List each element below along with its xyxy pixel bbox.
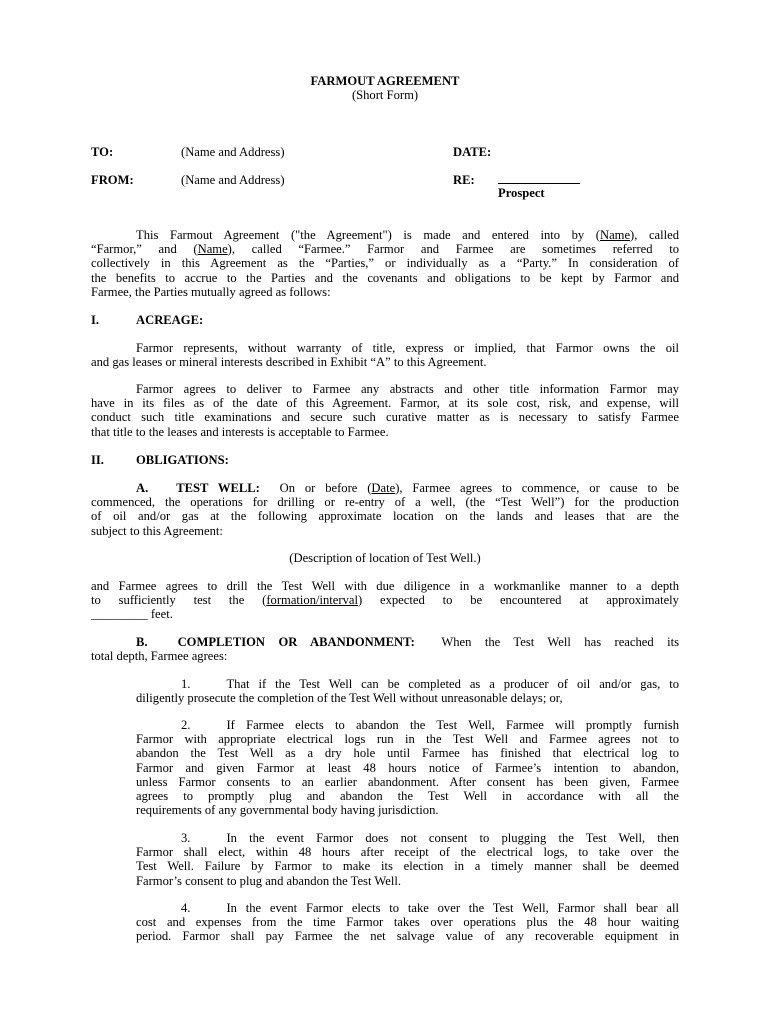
- document-title: FARMOUT AGREEMENT: [310, 74, 460, 88]
- list-item-3: [136, 831, 679, 888]
- farmor-name: Name: [599, 228, 631, 242]
- paragraph-text: and Farmee agrees to drill the Test Well with due diligence in a workmanlike manner to a depth: [91, 579, 679, 593]
- paragraph-text: requirements of any governmental body having jurisdiction.: [136, 803, 439, 818]
- paragraph-text: abandon the Test Well as a dry hole until Farmee has finished that electrical log to: [136, 746, 679, 761]
- intro-text: This Farmout Agreement ("the Agreement") is made and entered into by (: [136, 228, 600, 242]
- paragraph-text: cost and expenses from the time Farmor takes over operations plus the 48 hour waiting: [136, 915, 679, 930]
- paragraph-text: On or before (: [279, 481, 372, 495]
- subsection-b-label: B.: [136, 635, 148, 649]
- paragraph-text: have in its files as of the date of this Agreement. Farmor, at its sole cost, risk, and expense, will: [91, 396, 679, 411]
- acreage-paragraph-1: [91, 341, 679, 369]
- commence-date: Date: [371, 481, 396, 495]
- intro-text: Farmee, the Parties mutually agreed as follows:: [91, 284, 331, 299]
- paragraph-text: commenced, the operations for drilling or re-entry of a well, (the “Test Well”) for the production: [91, 495, 679, 510]
- paragraph-text: period. Farmor shall pay Farmee the net salvage value of any recoverable equipment in: [136, 929, 679, 944]
- paragraph-text: subject to this Agreement:: [91, 523, 223, 538]
- to-label: TO:: [91, 145, 114, 159]
- paragraph-text: In the event Farmor does not consent to plugging the Test Well, then: [226, 831, 679, 845]
- paragraph-text: Farmor with appropriate electrical logs run in the Test Well and Farmee agrees not to: [136, 732, 679, 747]
- section-2-number: II.: [91, 453, 104, 467]
- test-well-paragraph: [91, 481, 679, 538]
- paragraph-text: Farmor shall elect, within 48 hours after receipt of the electrical logs, to take over the: [136, 845, 679, 860]
- list-item-2: [136, 718, 679, 817]
- prospect-label: Prospect: [498, 186, 545, 200]
- from-value: (Name and Address): [181, 173, 285, 187]
- paragraph-text: Farmor agrees to deliver to Farmee any abstracts and other title information Farmor may: [136, 382, 679, 396]
- list-item-4: [136, 901, 679, 944]
- paragraph-text: that title to the leases and interests is acceptable to Farmee.: [91, 424, 389, 439]
- section-1-number: I.: [91, 313, 100, 327]
- section-2-heading: OBLIGATIONS:: [136, 453, 229, 467]
- paragraph-text: In the event Farmor elects to take over the Test Well, Farmor shall bear all: [226, 901, 679, 915]
- to-value: (Name and Address): [181, 145, 285, 159]
- list-item-number: 2.: [181, 718, 191, 732]
- subsection-a-label: A.: [136, 481, 149, 495]
- paragraph-text: ), Farmee agrees to commence, or cause to be: [395, 481, 679, 495]
- intro-text: ), called “Farmee.” Farmor and Farmee are sometimes referred to: [227, 242, 679, 257]
- formation-interval: formation/interval: [266, 593, 358, 608]
- list-item-number: 1.: [181, 677, 191, 691]
- section-1-heading: ACREAGE:: [136, 313, 204, 327]
- intro-paragraph: [91, 228, 679, 299]
- paragraph-text: ) expected to be encountered at approximately: [357, 593, 679, 608]
- farmee-name: Name: [197, 242, 228, 257]
- completion-paragraph: [91, 635, 679, 663]
- paragraph-text: diligently prosecute the completion of the Test Well without unreasonable delays; or,: [136, 691, 563, 706]
- paragraph-text: agrees to promptly plug and abandon the Test Well in accordance with all the: [136, 789, 679, 804]
- paragraph-text: Farmor and given Farmor at least 48 hours notice of Farmee’s intention to abandon,: [136, 760, 679, 775]
- from-label: FROM:: [91, 173, 134, 187]
- list-item-number: 3.: [181, 831, 191, 845]
- intro-text: ), called: [630, 228, 680, 242]
- subsection-a-heading: TEST WELL:: [176, 481, 260, 495]
- paragraph-text: That if the Test Well can be completed as a producer of oil and/or gas, to: [226, 677, 679, 691]
- intro-text: “Farmor,” and (: [91, 242, 198, 257]
- document-subtitle: (Short Form): [351, 88, 419, 102]
- paragraph-text: When the Test Well has reached its: [441, 635, 679, 649]
- paragraph-text: Farmor represents, without warranty of title, express or implied, that Farmor owns the oil: [136, 341, 679, 355]
- paragraph-text: _________ feet.: [91, 607, 173, 622]
- paragraph-text: If Farmee elects to abandon the Test Well, Farmee will promptly furnish: [226, 718, 679, 732]
- paragraph-text: and gas leases or mineral interests described in Exhibit “A” to this Agreement.: [91, 355, 487, 370]
- date-label: DATE:: [453, 145, 492, 159]
- paragraph-text: Farmor’s consent to plug and abandon the Test Well.: [136, 873, 401, 888]
- paragraph-text: of oil and/or gas at the following approximate location on the lands and leases that are the: [91, 509, 679, 524]
- list-item-1: [136, 677, 679, 705]
- paragraph-text: to sufficiently test the (: [91, 593, 267, 608]
- paragraph-text: Test Well. Failure by Farmor to make its election in a timely manner shall be deemed: [136, 859, 679, 874]
- list-item-number: 4.: [181, 901, 191, 915]
- intro-text: collectively in this Agreement as the “Parties,” or individually as a “Party.” In consideration of: [91, 256, 679, 271]
- acreage-paragraph-2: [91, 382, 679, 439]
- drilling-paragraph: [91, 579, 679, 622]
- test-well-location: (Description of location of Test Well.): [289, 551, 481, 565]
- paragraph-text: total depth, Farmee agrees:: [91, 649, 228, 664]
- subsection-b-heading: COMPLETION OR ABANDONMENT:: [177, 635, 415, 649]
- paragraph-text: conduct such title examinations and secure such curative matter as is necessary to satisfy Farmee: [91, 410, 679, 425]
- paragraph-text: unless Farmor consents to an earlier abandonment. After consent has been given, Farmee: [136, 774, 679, 789]
- re-label: RE:: [453, 173, 475, 187]
- intro-text: the benefits to accrue to the Parties and the covenants and obligations to be kept by Farmor and: [91, 270, 679, 285]
